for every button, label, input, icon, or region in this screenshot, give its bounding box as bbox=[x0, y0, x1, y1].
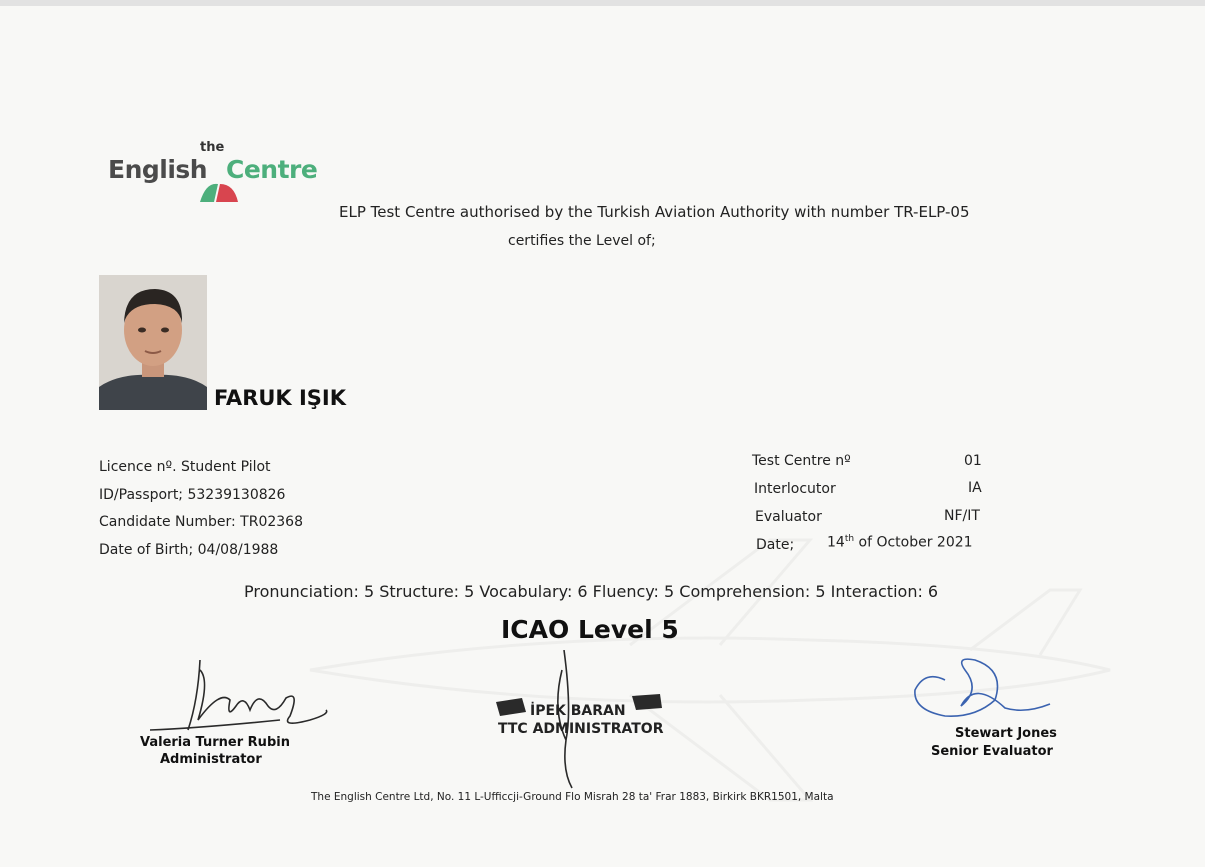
date-day: 14 bbox=[827, 534, 845, 551]
administrator-title: Administrator bbox=[160, 752, 262, 767]
stamp-name: İPEK BARAN bbox=[530, 703, 626, 719]
logo-the-text: the bbox=[200, 140, 225, 155]
administrator-signature-icon bbox=[140, 650, 340, 740]
logo-centre-text: Centre bbox=[226, 155, 318, 184]
evaluator-value: NF/IT bbox=[944, 508, 980, 524]
score-breakdown: Pronunciation: 5 Structure: 5 Vocabulary: 6 Fluency: 5 Comprehension: 5 Interaction: 6 bbox=[244, 582, 939, 601]
date-label: Date; bbox=[756, 537, 795, 553]
ttc-stamp-icon bbox=[492, 650, 672, 790]
candidate-name: FARUK IŞIK bbox=[214, 386, 347, 410]
certifies-statement: certifies the Level of; bbox=[508, 233, 656, 249]
evaluator-signature-icon bbox=[905, 650, 1055, 725]
test-date bbox=[827, 534, 973, 551]
candidate-photo bbox=[99, 275, 207, 410]
interlocutor-value: IA bbox=[968, 480, 982, 496]
portrait-icon bbox=[99, 275, 207, 410]
evaluator-title: Senior Evaluator bbox=[931, 744, 1053, 759]
logo-english-text: English bbox=[108, 155, 208, 184]
date-rest: of October 2021 bbox=[854, 534, 973, 551]
test-centre-label: Test Centre nº bbox=[752, 453, 851, 469]
administrator-name: Valeria Turner Rubin bbox=[140, 735, 290, 750]
test-centre-value: 01 bbox=[964, 453, 982, 469]
logo-flag-icon bbox=[196, 180, 242, 204]
licence-number: Licence nº. Student Pilot bbox=[99, 459, 271, 475]
interlocutor-label: Interlocutor bbox=[754, 481, 836, 497]
candidate-number: Candidate Number: TR02368 bbox=[99, 514, 303, 530]
date-of-birth: Date of Birth; 04/08/1988 bbox=[99, 542, 279, 558]
evaluator-name: Stewart Jones bbox=[955, 726, 1057, 741]
icao-level: ICAO Level 5 bbox=[501, 615, 679, 644]
footer-address: The English Centre Ltd, No. 11 L-Ufficcji-Ground Flo Misrah 28 ta' Frar 1883, Birkirk BKR1501, Malta bbox=[311, 791, 834, 803]
stamp-title: TTC ADMINISTRATOR bbox=[498, 721, 664, 737]
top-edge bbox=[0, 0, 1205, 6]
date-suffix: th bbox=[844, 534, 855, 544]
id-passport: ID/Passport; 53239130826 bbox=[99, 487, 286, 503]
evaluator-label: Evaluator bbox=[755, 509, 822, 525]
english-centre-logo bbox=[108, 140, 348, 210]
authorisation-statement: ELP Test Centre authorised by the Turkish Aviation Authority with number TR-ELP-05 bbox=[339, 203, 970, 221]
